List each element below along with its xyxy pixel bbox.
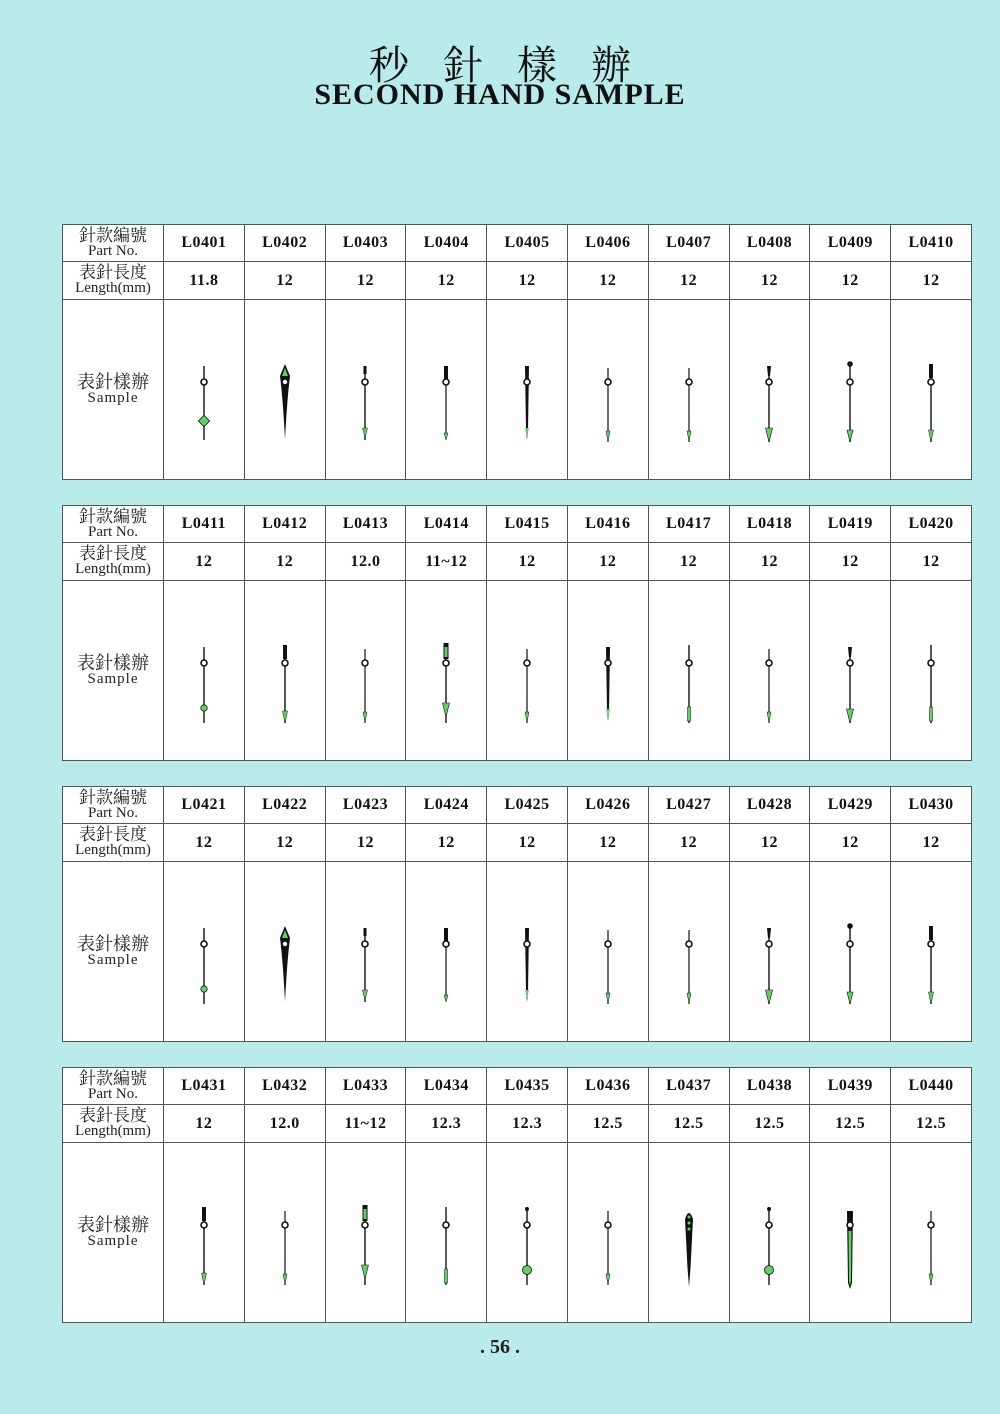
- second-hand-drawing: [925, 330, 937, 450]
- part-number-label-cn: 針款編號: [79, 1068, 147, 1089]
- sample-cell: [891, 300, 972, 480]
- sample-cell: [325, 862, 406, 1042]
- sample-label-cn: 表針樣辦: [77, 1214, 149, 1236]
- sample-cell: [406, 1143, 487, 1323]
- sample-cell: [244, 581, 325, 761]
- length-cell: 12.5: [648, 1105, 729, 1143]
- part-number-cell: L0436: [567, 1068, 648, 1105]
- part-number-cell: L0439: [810, 1068, 891, 1105]
- length-cell: 12.5: [810, 1105, 891, 1143]
- second-hand-drawing: [198, 330, 210, 450]
- length-cell: 12: [567, 824, 648, 862]
- sample-cell: [567, 581, 648, 761]
- sample-cell: [891, 581, 972, 761]
- length-label-cn: 表針長度: [79, 544, 147, 564]
- second-hand-drawing: [844, 892, 856, 1012]
- sample-label-en: Sample: [87, 951, 139, 968]
- part-number-cell: L0430: [891, 787, 972, 824]
- length-label-en: Length(mm): [75, 280, 151, 296]
- sample-cell: [487, 1143, 568, 1323]
- second-hand-drawing: [279, 611, 291, 731]
- sample-cell: [729, 581, 810, 761]
- second-hand-drawing: [359, 1173, 371, 1293]
- page-title-chinese: 秒針樣辦: [369, 43, 665, 89]
- sample-header: [63, 581, 164, 761]
- second-hand-drawing: [521, 611, 533, 731]
- page-title-english: SECOND HAND SAMPLE: [314, 78, 686, 111]
- length-cell: 11~12: [325, 1105, 406, 1143]
- length-cell: 12: [567, 262, 648, 300]
- length-cell: 11~12: [406, 543, 487, 581]
- sample-cell: [891, 1143, 972, 1323]
- sample-header: [63, 1143, 164, 1323]
- sample-cell: [164, 300, 245, 480]
- sample-header: [63, 862, 164, 1042]
- length-header: [63, 262, 164, 300]
- part-number-cell: L0416: [567, 506, 648, 543]
- second-hand-drawing: [279, 330, 291, 450]
- length-label-cn: 表針長度: [79, 1106, 147, 1126]
- sample-header: [63, 300, 164, 480]
- sample-cell: [164, 862, 245, 1042]
- length-cell: 12: [164, 543, 245, 581]
- second-hand-drawing: [844, 611, 856, 731]
- sample-label-en: Sample: [87, 389, 139, 406]
- sample-cell: [648, 1143, 729, 1323]
- part-number-cell: L0440: [891, 1068, 972, 1105]
- second-hand-drawing: [440, 330, 452, 450]
- sample-table-3: [62, 786, 972, 1042]
- length-cell: 12.0: [244, 1105, 325, 1143]
- sample-cell: [325, 1143, 406, 1323]
- length-row: [63, 262, 972, 300]
- length-cell: 12.0: [325, 543, 406, 581]
- second-hand-drawing: [602, 892, 614, 1012]
- sample-cell: [244, 862, 325, 1042]
- sample-cell: [244, 1143, 325, 1323]
- sample-cell: [891, 862, 972, 1042]
- length-cell: 12: [164, 1105, 245, 1143]
- sample-cell: [164, 581, 245, 761]
- sample-cell: [729, 300, 810, 480]
- second-hand-drawing: [844, 330, 856, 450]
- page-number-dot-left: .: [480, 1336, 490, 1358]
- length-label-cn: 表針長度: [79, 263, 147, 283]
- sample-label-cn: 表針樣辦: [77, 371, 149, 393]
- part-number-header: [63, 787, 164, 824]
- sample-cell: [164, 1143, 245, 1323]
- length-cell: 12.5: [891, 1105, 972, 1143]
- length-cell: 12: [325, 262, 406, 300]
- sample-label-cn: 表針樣辦: [77, 933, 149, 955]
- page-number: [0, 1336, 1000, 1359]
- sample-cell: [567, 862, 648, 1042]
- part-number-cell: L0423: [325, 787, 406, 824]
- length-header: [63, 824, 164, 862]
- part-number-cell: L0422: [244, 787, 325, 824]
- second-hand-drawing: [521, 1173, 533, 1293]
- length-cell: 12: [648, 824, 729, 862]
- part-number-cell: L0424: [406, 787, 487, 824]
- second-hand-drawing: [683, 892, 695, 1012]
- part-number-label-cn: 針款編號: [79, 225, 147, 246]
- sample-cell: [648, 581, 729, 761]
- part-number-cell: L0411: [164, 506, 245, 543]
- second-hand-drawing: [440, 892, 452, 1012]
- part-number-label-en: Part No.: [88, 804, 138, 821]
- second-hand-drawing: [602, 330, 614, 450]
- length-cell: 12: [244, 824, 325, 862]
- part-number-cell: L0435: [487, 1068, 568, 1105]
- sample-cell: [648, 300, 729, 480]
- second-hand-drawing: [763, 1173, 775, 1293]
- part-number-cell: L0412: [244, 506, 325, 543]
- sample-cell: [406, 300, 487, 480]
- second-hand-drawing: [683, 611, 695, 731]
- length-label-en: Length(mm): [75, 561, 151, 577]
- length-label-en: Length(mm): [75, 1123, 151, 1139]
- length-cell: 12: [325, 824, 406, 862]
- part-number-cell: L0429: [810, 787, 891, 824]
- second-hand-drawing: [763, 611, 775, 731]
- sample-row: [63, 581, 972, 761]
- second-hand-drawing: [925, 611, 937, 731]
- length-cell: 12.3: [406, 1105, 487, 1143]
- part-number-label-cn: 針款編號: [79, 506, 147, 527]
- sample-cell: [406, 581, 487, 761]
- second-hand-drawing: [359, 330, 371, 450]
- part-number-header: [63, 506, 164, 543]
- length-cell: 12: [729, 543, 810, 581]
- length-cell: 12: [810, 824, 891, 862]
- length-cell: 12: [487, 824, 568, 862]
- part-number-cell: L0405: [487, 225, 568, 262]
- second-hand-drawing: [440, 611, 452, 731]
- length-cell: 12: [810, 262, 891, 300]
- sample-cell: [810, 1143, 891, 1323]
- part-number-cell: L0433: [325, 1068, 406, 1105]
- sample-label-cn: 表針樣辦: [77, 652, 149, 674]
- length-cell: 12: [244, 262, 325, 300]
- second-hand-drawing: [683, 330, 695, 450]
- part-number-cell: L0407: [648, 225, 729, 262]
- second-hand-drawing: [763, 330, 775, 450]
- sample-cell: [487, 300, 568, 480]
- sample-cell: [567, 1143, 648, 1323]
- length-cell: 12: [567, 543, 648, 581]
- part-number-cell: L0431: [164, 1068, 245, 1105]
- part-number-cell: L0418: [729, 506, 810, 543]
- sample-cell: [567, 300, 648, 480]
- sample-cell: [487, 862, 568, 1042]
- sample-table-4: [62, 1067, 972, 1323]
- length-cell: 12: [729, 262, 810, 300]
- sample-cell: [487, 581, 568, 761]
- length-cell: 12: [406, 262, 487, 300]
- length-cell: 12: [487, 543, 568, 581]
- sample-cell: [325, 581, 406, 761]
- part-number-row: [63, 1068, 972, 1105]
- length-cell: 12: [891, 262, 972, 300]
- part-number-header: [63, 1068, 164, 1105]
- part-number-cell: L0403: [325, 225, 406, 262]
- page-number-dot-right: .: [510, 1336, 520, 1358]
- length-label-cn: 表針長度: [79, 825, 147, 845]
- part-number-label-en: Part No.: [88, 523, 138, 540]
- length-cell: 12.3: [487, 1105, 568, 1143]
- sample-cell: [325, 300, 406, 480]
- sample-label-en: Sample: [87, 670, 139, 687]
- part-number-row: [63, 225, 972, 262]
- sample-cell: [810, 862, 891, 1042]
- part-number-cell: L0426: [567, 787, 648, 824]
- second-hand-drawing: [844, 1173, 856, 1293]
- part-number-cell: L0419: [810, 506, 891, 543]
- sample-cell: [729, 1143, 810, 1323]
- part-number-cell: L0401: [164, 225, 245, 262]
- part-number-cell: L0408: [729, 225, 810, 262]
- sample-cell: [810, 581, 891, 761]
- part-number-cell: L0425: [487, 787, 568, 824]
- part-number-cell: L0432: [244, 1068, 325, 1105]
- length-row: [63, 824, 972, 862]
- length-cell: 12: [406, 824, 487, 862]
- length-cell: 12: [729, 824, 810, 862]
- part-number-row: [63, 787, 972, 824]
- sample-row: [63, 300, 972, 480]
- second-hand-drawing: [602, 1173, 614, 1293]
- part-number-cell: L0402: [244, 225, 325, 262]
- second-hand-drawing: [440, 1173, 452, 1293]
- length-cell: 12: [648, 543, 729, 581]
- part-number-cell: L0438: [729, 1068, 810, 1105]
- part-number-label-cn: 針款編號: [79, 787, 147, 808]
- second-hand-drawing: [521, 330, 533, 450]
- second-hand-drawing: [602, 611, 614, 731]
- second-hand-drawing: [198, 611, 210, 731]
- second-hand-drawing: [359, 892, 371, 1012]
- sample-cell: [729, 862, 810, 1042]
- second-hand-drawing: [279, 1173, 291, 1293]
- sample-cell: [406, 862, 487, 1042]
- length-header: [63, 543, 164, 581]
- part-number-cell: L0427: [648, 787, 729, 824]
- length-row: [63, 543, 972, 581]
- length-row: [63, 1105, 972, 1143]
- page-number-value: 56: [490, 1336, 510, 1358]
- part-number-cell: L0409: [810, 225, 891, 262]
- second-hand-drawing: [763, 892, 775, 1012]
- length-cell: 12: [648, 262, 729, 300]
- sample-cell: [648, 862, 729, 1042]
- sample-table-2: [62, 505, 972, 761]
- sample-cell: [810, 300, 891, 480]
- length-label-en: Length(mm): [75, 842, 151, 858]
- part-number-cell: L0404: [406, 225, 487, 262]
- part-number-cell: L0434: [406, 1068, 487, 1105]
- second-hand-drawing: [683, 1173, 695, 1293]
- part-number-header: [63, 225, 164, 262]
- part-number-cell: L0410: [891, 225, 972, 262]
- part-number-label-en: Part No.: [88, 242, 138, 259]
- sample-row: [63, 862, 972, 1042]
- second-hand-drawing: [198, 1173, 210, 1293]
- part-number-cell: L0406: [567, 225, 648, 262]
- length-cell: 12: [891, 543, 972, 581]
- second-hand-drawing: [359, 611, 371, 731]
- second-hand-drawing: [198, 892, 210, 1012]
- length-cell: 11.8: [164, 262, 245, 300]
- part-number-row: [63, 506, 972, 543]
- sample-label-en: Sample: [87, 1232, 139, 1249]
- sample-table-1: [62, 224, 972, 480]
- part-number-cell: L0421: [164, 787, 245, 824]
- second-hand-drawing: [521, 892, 533, 1012]
- part-number-cell: L0414: [406, 506, 487, 543]
- length-cell: 12: [487, 262, 568, 300]
- part-number-cell: L0437: [648, 1068, 729, 1105]
- length-cell: 12: [244, 543, 325, 581]
- length-cell: 12: [164, 824, 245, 862]
- part-number-cell: L0420: [891, 506, 972, 543]
- sample-row: [63, 1143, 972, 1323]
- second-hand-drawing: [279, 892, 291, 1012]
- length-cell: 12.5: [567, 1105, 648, 1143]
- length-cell: 12.5: [729, 1105, 810, 1143]
- part-number-cell: L0428: [729, 787, 810, 824]
- length-cell: 12: [810, 543, 891, 581]
- length-cell: 12: [891, 824, 972, 862]
- second-hand-drawing: [925, 892, 937, 1012]
- part-number-label-en: Part No.: [88, 1085, 138, 1102]
- part-number-cell: L0417: [648, 506, 729, 543]
- second-hand-drawing: [925, 1173, 937, 1293]
- part-number-cell: L0413: [325, 506, 406, 543]
- length-header: [63, 1105, 164, 1143]
- sample-cell: [244, 300, 325, 480]
- part-number-cell: L0415: [487, 506, 568, 543]
